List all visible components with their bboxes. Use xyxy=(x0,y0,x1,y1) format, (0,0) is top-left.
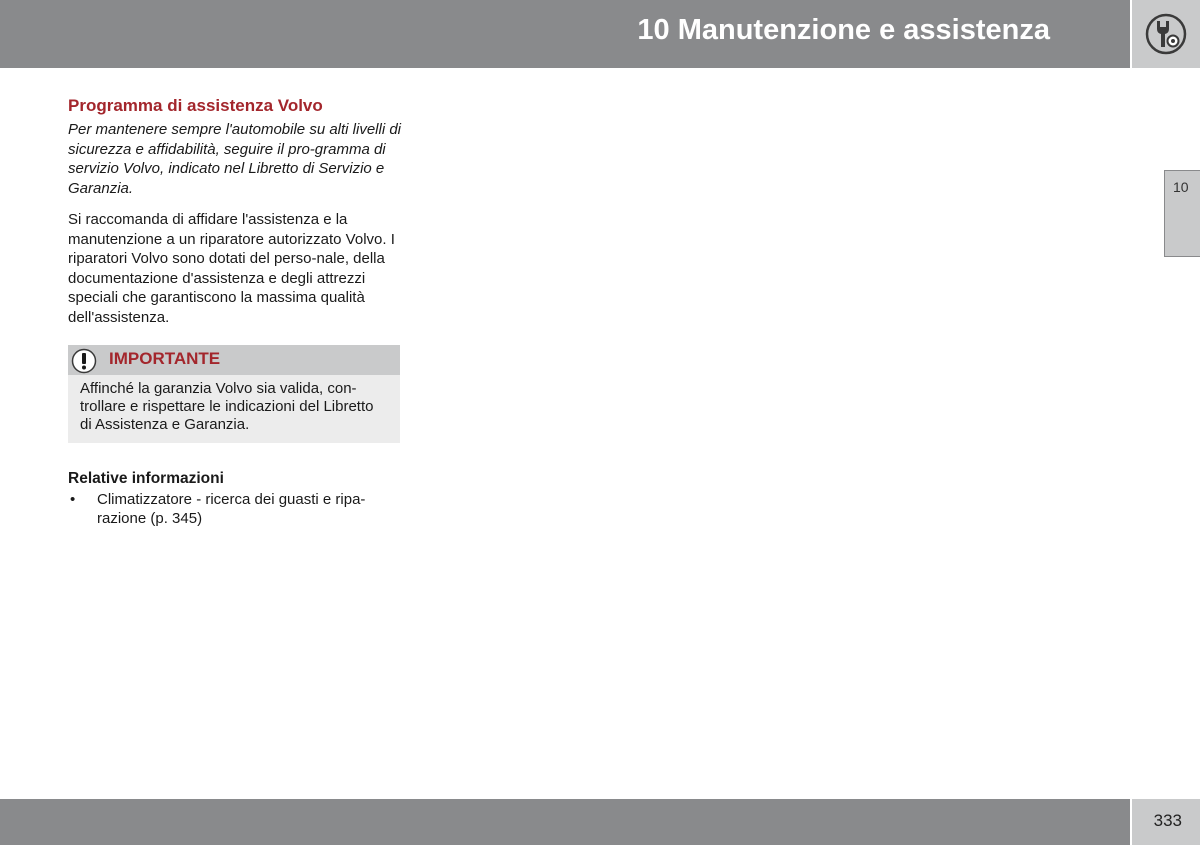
related-item[interactable] xyxy=(68,490,403,528)
chapter-title: 10 Manutenzione e assistenza xyxy=(637,14,1050,46)
section-intro: Per mantenere sempre l'automobile su alti livelli di sicurezza e affidabilità, seguire il pro-gramma di servizio Volvo, indicato nel Libretto di Servizio e Garanzia. xyxy=(68,121,402,197)
chapter-side-tab-label: 10 xyxy=(1173,179,1189,195)
header-bar xyxy=(0,0,1130,68)
related-list xyxy=(68,490,403,528)
section-title: Programma di assistenza Volvo xyxy=(68,96,323,115)
section-body: Si raccomanda di affidare l'assistenza e la manutenzione a un riparatore autorizzato Volvo. I riparatori Volvo sono dotati del perso-nale, della documentazione d'assistenza e degli attrezzi speciali che garantiscono la massima qualità dell'assistenza. xyxy=(68,211,395,326)
content-column xyxy=(68,95,403,528)
important-label: IMPORTANTE xyxy=(109,349,221,368)
exclamation-icon xyxy=(71,348,97,374)
important-header xyxy=(68,345,400,375)
footer-bar xyxy=(0,799,1130,845)
chapter-side-tab xyxy=(1164,170,1200,257)
page-number: 333 xyxy=(1153,811,1182,830)
related-item-text[interactable]: Climatizzatore - ricerca dei guasti e ripa-razione (p. 345) xyxy=(97,491,366,527)
important-text: Affinché la garanzia Volvo sia valida, con-trollare e rispettare le indicazioni del Libretto di Assistenza e Garanzia. xyxy=(80,380,374,433)
bullet: • xyxy=(70,491,76,508)
chapter-icon-box xyxy=(1132,0,1200,68)
page-number-box xyxy=(1132,799,1200,845)
wrench-gear-icon xyxy=(1144,12,1188,56)
important-notice xyxy=(68,345,400,443)
related-title: Relative informazioni xyxy=(68,470,224,487)
